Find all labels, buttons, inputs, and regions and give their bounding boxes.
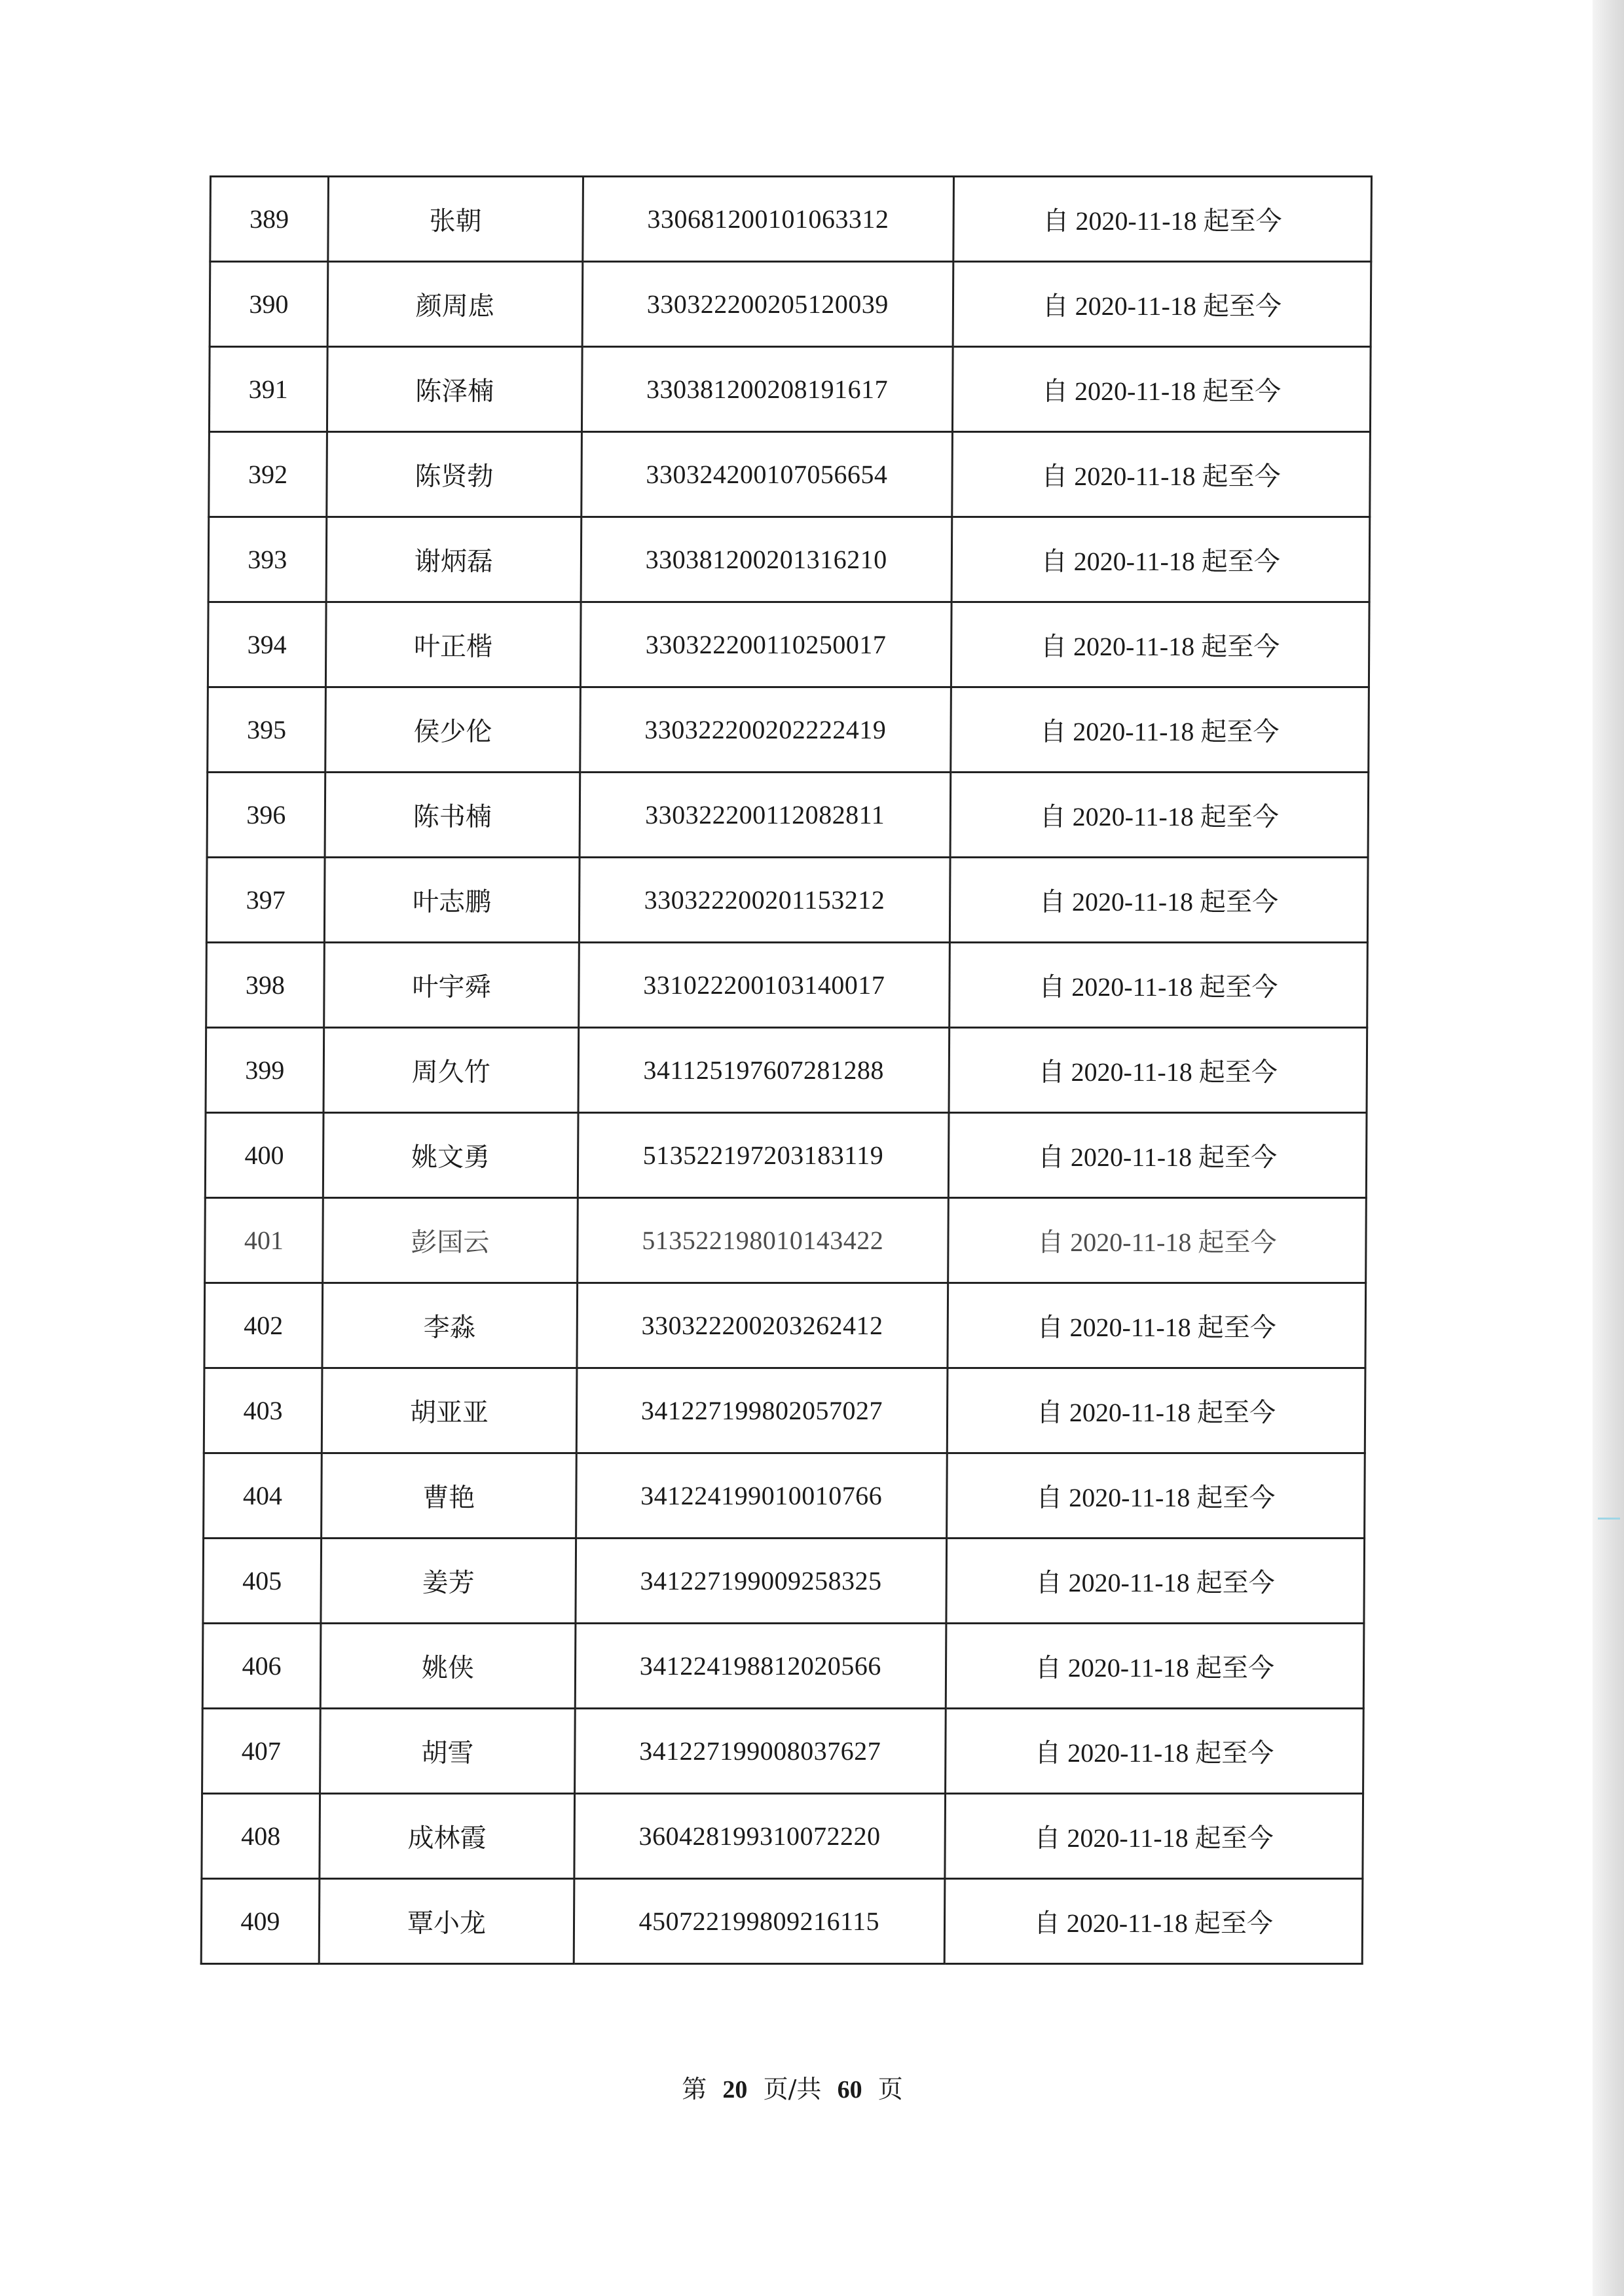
id-number-cell xyxy=(579,943,950,1028)
period-cell-text: 自 2020-11-18 起至今 xyxy=(1035,1568,1275,1597)
period-cell xyxy=(948,1198,1366,1283)
register-table xyxy=(200,175,1373,1965)
table-row xyxy=(202,1794,1363,1879)
name-cell xyxy=(324,858,580,943)
row-number-cell-text: 389 xyxy=(249,204,289,234)
row-number-cell xyxy=(202,1794,320,1879)
id-number-cell-text: 330681200101063312 xyxy=(647,204,889,234)
name-cell xyxy=(322,1453,577,1539)
id-number-cell-text: 360428199310072220 xyxy=(638,1821,881,1851)
row-number-cell xyxy=(205,1198,323,1283)
row-number-cell-text: 403 xyxy=(243,1396,283,1425)
name-cell-text: 张朝 xyxy=(429,206,482,236)
row-number-cell xyxy=(206,1028,324,1113)
name-cell-text: 陈书楠 xyxy=(413,802,492,832)
row-number-cell-text: 393 xyxy=(248,545,287,574)
row-number-cell xyxy=(210,177,329,262)
row-number-cell xyxy=(208,687,326,773)
register-table-body xyxy=(201,177,1371,1964)
row-number-cell xyxy=(206,943,325,1028)
row-number-cell xyxy=(204,1453,322,1539)
id-number-cell-text: 330322200201153212 xyxy=(644,885,885,915)
row-number-cell-text: 394 xyxy=(247,630,287,659)
row-number-cell xyxy=(202,1624,321,1709)
id-number-cell xyxy=(581,347,953,432)
id-number-cell xyxy=(583,177,954,262)
footer-total-pages: 60 xyxy=(837,2076,862,2104)
name-cell-text: 李淼 xyxy=(423,1313,476,1343)
footer-middle: 页/共 xyxy=(763,2075,822,2104)
table-row xyxy=(209,432,1371,517)
row-number-cell-text: 407 xyxy=(241,1736,281,1766)
name-cell-text: 陈泽楠 xyxy=(415,376,494,407)
id-number-cell-text: 330324200107056654 xyxy=(646,460,888,489)
period-cell-text: 自 2020-11-18 起至今 xyxy=(1035,1738,1274,1768)
name-cell xyxy=(327,262,583,347)
period-cell xyxy=(945,1794,1363,1879)
name-cell xyxy=(328,177,583,262)
row-number-cell-text: 409 xyxy=(240,1906,280,1936)
table-row xyxy=(208,687,1369,773)
page-footer xyxy=(0,2069,1585,2105)
id-number-cell-text: 513522198010143422 xyxy=(642,1226,884,1255)
id-number-cell-text: 331022200103140017 xyxy=(643,970,885,1000)
period-cell-text: 自 2020-11-18 起至今 xyxy=(1039,802,1279,831)
table-row xyxy=(206,1028,1367,1113)
row-number-cell xyxy=(206,858,325,943)
row-number-cell-text: 401 xyxy=(244,1226,284,1255)
row-number-cell-text: 390 xyxy=(249,289,289,319)
table-row xyxy=(209,347,1371,432)
name-cell xyxy=(323,1028,579,1113)
id-number-cell xyxy=(575,1624,946,1709)
period-cell xyxy=(950,773,1369,858)
row-number-cell xyxy=(210,262,328,347)
id-number-cell xyxy=(578,1028,950,1113)
period-cell-text: 自 2020-11-18 起至今 xyxy=(1033,1908,1274,1938)
id-number-cell-text: 341224199010010766 xyxy=(640,1481,883,1510)
period-cell xyxy=(944,1879,1363,1964)
table-row xyxy=(203,1539,1365,1624)
row-number-cell-text: 400 xyxy=(244,1140,284,1170)
period-cell xyxy=(950,687,1369,773)
period-cell xyxy=(952,347,1371,432)
row-number-cell xyxy=(208,602,326,687)
period-cell-text: 自 2020-11-18 起至今 xyxy=(1039,887,1279,917)
id-number-cell-text: 341224198812020566 xyxy=(639,1651,881,1681)
name-cell xyxy=(323,1198,578,1283)
footer-prefix: 第 xyxy=(682,2075,707,2104)
period-cell xyxy=(945,1709,1363,1794)
name-cell xyxy=(325,687,581,773)
id-number-cell-text: 341227199802057027 xyxy=(640,1396,883,1425)
table-row xyxy=(204,1368,1365,1453)
row-number-cell-text: 406 xyxy=(242,1651,282,1681)
id-number-cell xyxy=(574,1879,945,1964)
row-number-cell xyxy=(201,1879,320,1964)
id-number-cell-text: 341227199008037627 xyxy=(639,1736,881,1766)
row-number-cell xyxy=(208,517,327,602)
id-number-cell-text: 341227199009258325 xyxy=(640,1566,882,1595)
period-cell-text: 自 2020-11-18 起至今 xyxy=(1041,376,1282,406)
id-number-cell-text: 330322200112082811 xyxy=(645,800,885,829)
name-cell xyxy=(325,602,581,687)
id-number-cell-text: 341125197607281288 xyxy=(643,1055,885,1085)
period-cell xyxy=(946,1539,1365,1624)
period-cell-text: 自 2020-11-18 起至今 xyxy=(1036,1483,1276,1512)
period-cell-text: 自 2020-11-18 起至今 xyxy=(1042,291,1282,321)
scan-edge xyxy=(1593,0,1624,2296)
period-cell-text: 自 2020-11-18 起至今 xyxy=(1035,1653,1275,1683)
period-cell-text: 自 2020-11-18 起至今 xyxy=(1041,547,1280,576)
id-number-cell-text: 330322200203262412 xyxy=(641,1311,883,1340)
name-cell-text: 颜周虑 xyxy=(415,291,494,321)
name-cell xyxy=(327,432,582,517)
name-cell xyxy=(321,1539,576,1624)
name-cell xyxy=(324,943,580,1028)
table-row xyxy=(208,602,1369,687)
id-number-cell xyxy=(580,773,951,858)
name-cell-text: 叶宇舜 xyxy=(412,972,491,1002)
name-cell-text: 侯少伦 xyxy=(413,717,492,747)
row-number-cell xyxy=(209,432,327,517)
id-number-cell xyxy=(580,602,951,687)
id-number-cell-text: 330322200110250017 xyxy=(645,630,887,659)
period-cell-text: 自 2020-11-18 起至今 xyxy=(1041,462,1281,491)
row-number-cell-text: 392 xyxy=(248,460,288,489)
id-number-cell xyxy=(577,1283,948,1368)
table-row xyxy=(208,517,1370,602)
name-cell xyxy=(320,1794,575,1879)
id-number-cell xyxy=(580,687,951,773)
name-cell-text: 胡雪 xyxy=(421,1738,474,1768)
period-cell xyxy=(951,517,1370,602)
name-cell-text: 彭国云 xyxy=(411,1228,490,1258)
period-cell-text: 自 2020-11-18 起至今 xyxy=(1040,717,1280,746)
name-cell xyxy=(327,347,582,432)
id-number-cell xyxy=(578,1198,949,1283)
period-cell xyxy=(953,177,1372,262)
period-cell xyxy=(949,943,1367,1028)
id-number-cell xyxy=(581,432,953,517)
row-number-cell xyxy=(209,347,327,432)
period-cell xyxy=(949,1028,1367,1113)
table-row xyxy=(210,177,1372,262)
table-row xyxy=(206,858,1368,943)
id-number-cell-text: 450722199809216115 xyxy=(638,1906,880,1936)
name-cell xyxy=(319,1879,574,1964)
name-cell xyxy=(322,1368,577,1453)
name-cell-text: 成林霞 xyxy=(407,1823,487,1853)
id-number-cell xyxy=(574,1709,946,1794)
row-number-cell-text: 408 xyxy=(241,1821,281,1851)
period-cell-text: 自 2020-11-18 起至今 xyxy=(1040,632,1280,661)
name-cell-text: 胡亚亚 xyxy=(409,1398,489,1428)
id-number-cell xyxy=(581,517,952,602)
row-number-cell-text: 399 xyxy=(245,1055,285,1085)
period-cell xyxy=(946,1624,1364,1709)
period-cell-text: 自 2020-11-18 起至今 xyxy=(1037,1142,1278,1172)
table-row xyxy=(210,262,1371,347)
name-cell-text: 陈贤勃 xyxy=(415,462,494,492)
table-row xyxy=(204,1453,1365,1539)
name-cell-text: 叶志鹏 xyxy=(412,887,492,917)
table-row xyxy=(202,1624,1364,1709)
table-row xyxy=(204,1283,1366,1368)
table-row xyxy=(205,1198,1367,1283)
row-number-cell xyxy=(203,1539,322,1624)
id-number-cell xyxy=(579,858,950,943)
period-cell xyxy=(952,432,1371,517)
row-number-cell xyxy=(202,1709,321,1794)
period-cell xyxy=(950,858,1368,943)
name-cell-text: 覃小龙 xyxy=(407,1908,487,1939)
row-number-cell xyxy=(204,1283,323,1368)
name-cell xyxy=(320,1624,576,1709)
name-cell xyxy=(326,517,581,602)
table-row xyxy=(205,1113,1367,1198)
period-cell xyxy=(953,262,1371,347)
period-cell-text: 自 2020-11-18 起至今 xyxy=(1038,1057,1278,1087)
id-number-cell xyxy=(582,262,953,347)
id-number-cell xyxy=(574,1794,946,1879)
period-cell-text: 自 2020-11-18 起至今 xyxy=(1039,972,1278,1002)
period-cell-text: 自 2020-11-18 起至今 xyxy=(1036,1398,1276,1427)
id-number-cell-text: 330381200208191617 xyxy=(646,374,889,404)
period-cell-text: 自 2020-11-18 起至今 xyxy=(1037,1313,1276,1342)
row-number-cell xyxy=(207,773,325,858)
id-number-cell xyxy=(576,1453,947,1539)
id-number-cell-text: 330322200202222419 xyxy=(644,715,887,744)
id-number-cell xyxy=(576,1539,947,1624)
name-cell xyxy=(322,1283,578,1368)
table-row xyxy=(206,943,1368,1028)
name-cell xyxy=(323,1113,578,1198)
period-cell xyxy=(947,1368,1365,1453)
footer-suffix: 页 xyxy=(877,2075,903,2104)
period-cell-text: 自 2020-11-18 起至今 xyxy=(1034,1823,1274,1853)
footer-current-page: 20 xyxy=(722,2076,748,2104)
row-number-cell-text: 405 xyxy=(242,1566,282,1595)
period-cell xyxy=(951,602,1369,687)
period-cell-text: 自 2020-11-18 起至今 xyxy=(1037,1228,1277,1257)
id-number-cell xyxy=(578,1113,949,1198)
row-number-cell-text: 398 xyxy=(245,970,286,1000)
row-number-cell-text: 396 xyxy=(246,800,286,829)
name-cell xyxy=(320,1709,575,1794)
name-cell-text: 谢炳磊 xyxy=(414,547,493,577)
period-cell xyxy=(946,1453,1365,1539)
table-row xyxy=(201,1879,1363,1964)
table-row xyxy=(207,773,1369,858)
row-number-cell-text: 397 xyxy=(246,885,286,915)
name-cell-text: 姜芳 xyxy=(422,1568,475,1598)
id-number-cell-text: 513522197203183119 xyxy=(642,1140,884,1170)
row-number-cell-text: 404 xyxy=(242,1481,283,1510)
table-row xyxy=(202,1709,1364,1794)
id-number-cell-text: 330381200201316210 xyxy=(645,545,887,574)
row-number-cell-text: 395 xyxy=(246,715,287,744)
period-cell xyxy=(948,1113,1367,1198)
name-cell-text: 曹艳 xyxy=(422,1483,475,1513)
row-number-cell xyxy=(204,1368,322,1453)
period-cell xyxy=(948,1283,1366,1368)
row-number-cell-text: 391 xyxy=(248,374,288,404)
period-cell-text: 自 2020-11-18 起至今 xyxy=(1043,206,1282,236)
row-number-cell xyxy=(205,1113,323,1198)
row-number-cell-text: 402 xyxy=(244,1311,284,1340)
scan-mark xyxy=(1598,1518,1620,1520)
name-cell xyxy=(325,773,580,858)
name-cell-text: 姚侠 xyxy=(421,1653,475,1683)
name-cell-text: 姚文勇 xyxy=(411,1142,490,1173)
name-cell-text: 叶正楷 xyxy=(414,632,493,662)
id-number-cell xyxy=(576,1368,948,1453)
id-number-cell-text: 330322200205120039 xyxy=(646,289,889,319)
name-cell-text: 周久竹 xyxy=(411,1057,490,1087)
